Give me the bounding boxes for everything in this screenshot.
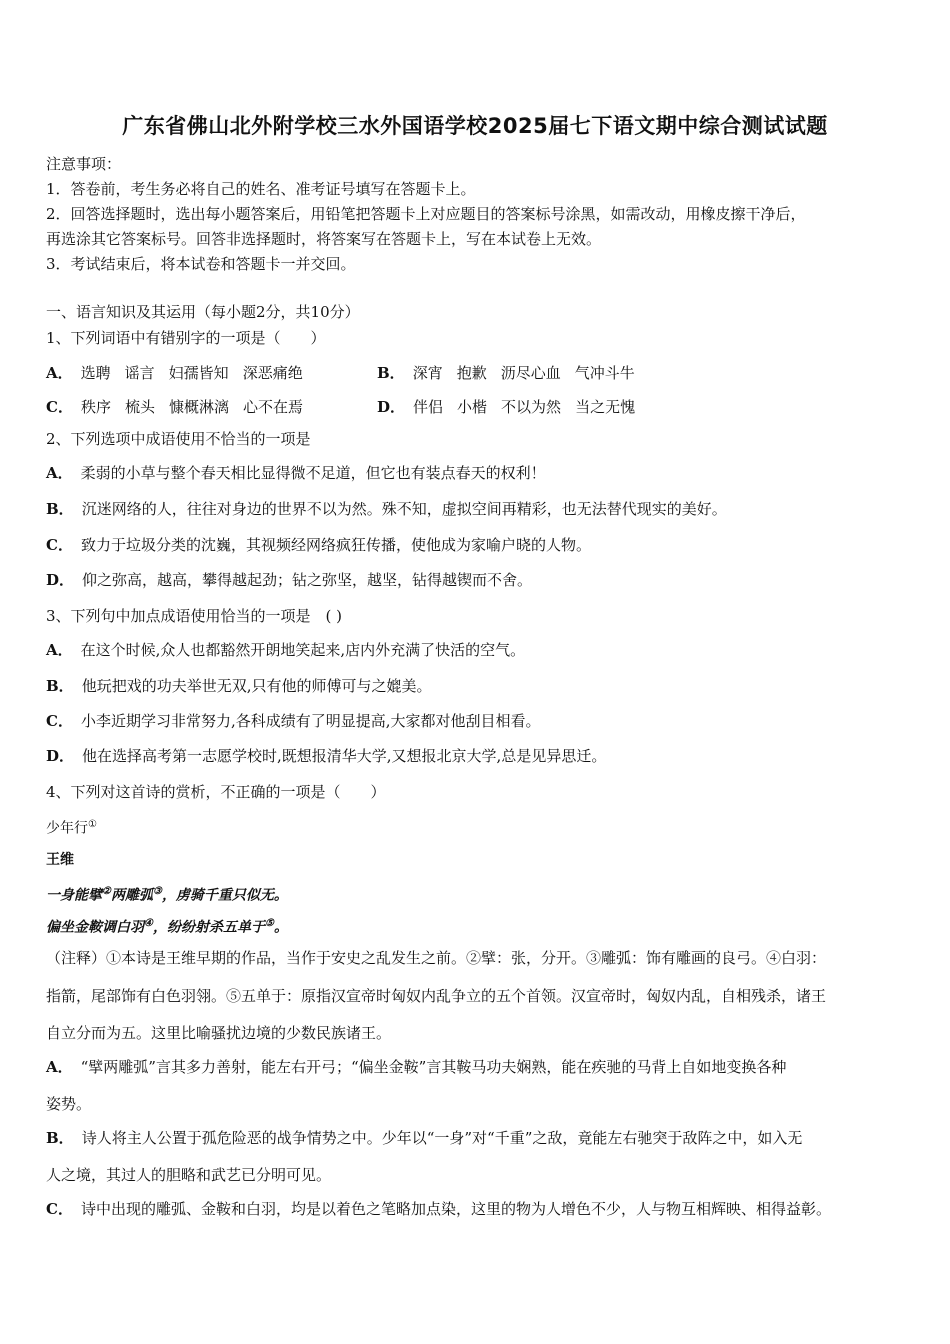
q3-a-label: A．: [46, 641, 73, 659]
q3-option-a: [46, 640, 525, 660]
q2-stem: 2、下列选项中成语使用不恰当的一项是: [46, 430, 311, 448]
q1-c-word: 心不在焉: [243, 398, 304, 416]
q1-a-word: 妇孺皆知: [168, 364, 229, 382]
q3-b-text: 他玩把戏的功夫举世无双,只有他的师傅可与之媲美。: [81, 677, 432, 695]
q2-option-a: [46, 463, 546, 483]
notice-item-1: 1．答卷前，考生务必将自己的姓名、准考证号填写在答题卡上。: [46, 180, 476, 198]
q4-a-label: A．: [46, 1058, 73, 1076]
q1-d-word: 小楷: [457, 398, 488, 416]
q2-option-d: [46, 570, 532, 590]
q4-c-label: C．: [46, 1200, 73, 1218]
poem-title-text: 少年行: [46, 820, 88, 837]
poem-notes-line-3: 自立分而为五。这里比喻骚扰边境的少数民族诸王。: [46, 1024, 392, 1042]
notice-heading: 注意事项：: [46, 155, 122, 173]
q1-d-label: D．: [377, 398, 406, 416]
q3-d-label: D．: [46, 747, 75, 765]
q1-b-label: B．: [377, 364, 405, 382]
q3-option-b: [46, 676, 431, 696]
q1-option-b: [377, 362, 635, 383]
q4-option-b: [46, 1128, 802, 1148]
q2-option-c: [46, 535, 591, 555]
q4-option-c: [46, 1199, 831, 1219]
q3-c-label: C．: [46, 712, 73, 730]
q1-d-word: 伴侣: [413, 398, 444, 416]
q1-b-word: 抱歉: [456, 364, 487, 382]
q4-option-b-cont: 人之境，其过人的胆略和武艺已分明可见。: [46, 1166, 332, 1184]
q2-d-label: D．: [46, 571, 75, 589]
page-title: 广东省佛山北外附学校三水外国语学校2025届七下语文期中综合测试试题: [122, 114, 828, 138]
note-ref-2: ②: [102, 886, 111, 897]
q1-c-label: C．: [46, 398, 73, 416]
q2-a-label: A．: [46, 464, 73, 482]
note-ref-4: ④: [144, 918, 153, 929]
notice-item-2-cont: 再选涂其它答案标号。回答非选择题时，将答案写在答题卡上，写在本试卷上无效。: [46, 230, 602, 248]
q4-option-a-cont: 姿势。: [46, 1095, 92, 1113]
q3-c-text: 小李近期学习非常努力,各科成绩有了明显提高,大家都对他刮目相看。: [80, 712, 541, 730]
poem-line-2-b: ，纷纷射杀五单于: [152, 919, 265, 936]
q1-stem: 1、下列词语中有错别字的一项是（ ）: [46, 329, 326, 347]
q1-a-word: 选聘: [80, 364, 111, 382]
q1-d-word: 当之无愧: [575, 398, 636, 416]
notice-item-3: 3．考试结束后，将本试卷和答题卡一并交回。: [46, 255, 356, 273]
note-ref-5: ⑤: [264, 918, 274, 929]
q3-d-text: 他在选择高考第一志愿学校时,既想报清华大学,又想报北京大学,总是见异思迁。: [82, 747, 607, 765]
q1-b-word: 深宵: [412, 364, 443, 382]
q1-c-word: 秩序: [80, 398, 111, 416]
poem-line-1: [46, 882, 288, 906]
q3-option-d: [46, 746, 606, 766]
poem-line-2: [46, 914, 288, 938]
poem-line-2-a: 偏坐金鞍调白羽: [46, 919, 144, 936]
q4-option-a: [46, 1057, 786, 1077]
q2-c-text: 致力于垃圾分类的沈巍，其视频经网络疯狂传播，使他成为家喻户晓的人物。: [80, 536, 591, 554]
q1-b-word: 沥尽心血: [500, 364, 561, 382]
q3-option-c: [46, 711, 541, 731]
q2-b-text: 沉迷网络的人，往往对身边的世界不以为然。殊不知，虚拟空间再精彩，也无法替代现实的美好。: [81, 500, 727, 518]
q2-option-b: [46, 499, 727, 519]
q1-b-word: 气冲斗牛: [574, 364, 635, 382]
poem-author: 王维: [46, 852, 74, 868]
q3-stem: 3、下列句中加点成语使用恰当的一项是 ( ): [46, 607, 343, 625]
q2-a-text: 柔弱的小草与整个春天相比显得微不足道，但它也有装点春天的权利！: [80, 464, 546, 482]
q4-stem: 4、下列对这首诗的赏析，不正确的一项是（ ）: [46, 783, 386, 801]
q4-b-text: 诗人将主人公置于孤危险恶的战争情势之中。少年以“一身”对“千重”之敌，竟能左右驰突于敌阵之中，如入无: [81, 1129, 803, 1147]
poem-title: [46, 815, 97, 839]
q1-option-c: [46, 396, 303, 417]
q1-a-label: A．: [46, 364, 73, 382]
poem-line-1-a: 一身能擘: [46, 887, 102, 904]
q2-b-label: B．: [46, 500, 74, 518]
q4-b-label: B．: [46, 1129, 74, 1147]
q4-a-text: “擘两雕弧”言其多力善射，能左右开弓；“偏坐金鞍”言其鞍马功夫娴熟，能在疾驰的马背上自如地变换各种: [80, 1058, 787, 1076]
q1-c-word: 慷概淋漓: [168, 398, 229, 416]
q1-option-a: [46, 362, 303, 383]
q3-b-label: B．: [46, 677, 74, 695]
notice-item-2: 2．回答选择题时，选出每小题答案后，用铅笔把答题卡上对应题目的答案标号涂黑，如需改动，用橡皮擦干净后，: [46, 205, 806, 223]
poem-title-note: ①: [88, 819, 97, 830]
poem-line-2-c: 。: [273, 919, 288, 936]
q1-c-word: 梳头: [124, 398, 155, 416]
q1-option-d: [377, 396, 635, 417]
q1-a-word: 谣言: [124, 364, 155, 382]
q1-a-word: 深恶痛绝: [242, 364, 303, 382]
q2-d-text: 仰之弥高，越高，攀得越起劲；钻之弥坚，越坚，钻得越锲而不舍。: [82, 571, 533, 589]
poem-notes-line-2: 指箭，尾部饰有白色羽翎。⑤五单于：原指汉宣帝时匈奴内乱争立的五个首领。汉宣帝时，匈奴内乱，自相残杀，诸王: [46, 987, 827, 1005]
section-heading: 一、语言知识及其运用（每小题2分，共10分）: [46, 303, 360, 321]
q2-c-label: C．: [46, 536, 73, 554]
q4-c-text: 诗中出现的雕弧、金鞍和白羽，均是以着色之笔略加点染，这里的物为人增色不少，人与物互相辉映、相得益彰。: [80, 1200, 831, 1218]
poem-line-1-c: ，虏骑千重只似无。: [161, 887, 288, 904]
poem-line-1-b: 两雕弧: [110, 887, 153, 904]
poem-notes-line-1: （注释）①本诗是王维早期的作品，当作于安史之乱发生之前。②擘：张，分开。③雕弧：饰有雕画的良弓。④白羽：: [46, 949, 827, 967]
note-ref-3: ③: [152, 886, 162, 897]
q1-d-word: 不以为然: [501, 398, 562, 416]
q3-a-text: 在这个时候,众人也都豁然开朗地笑起来,店内外充满了快活的空气。: [80, 641, 526, 659]
